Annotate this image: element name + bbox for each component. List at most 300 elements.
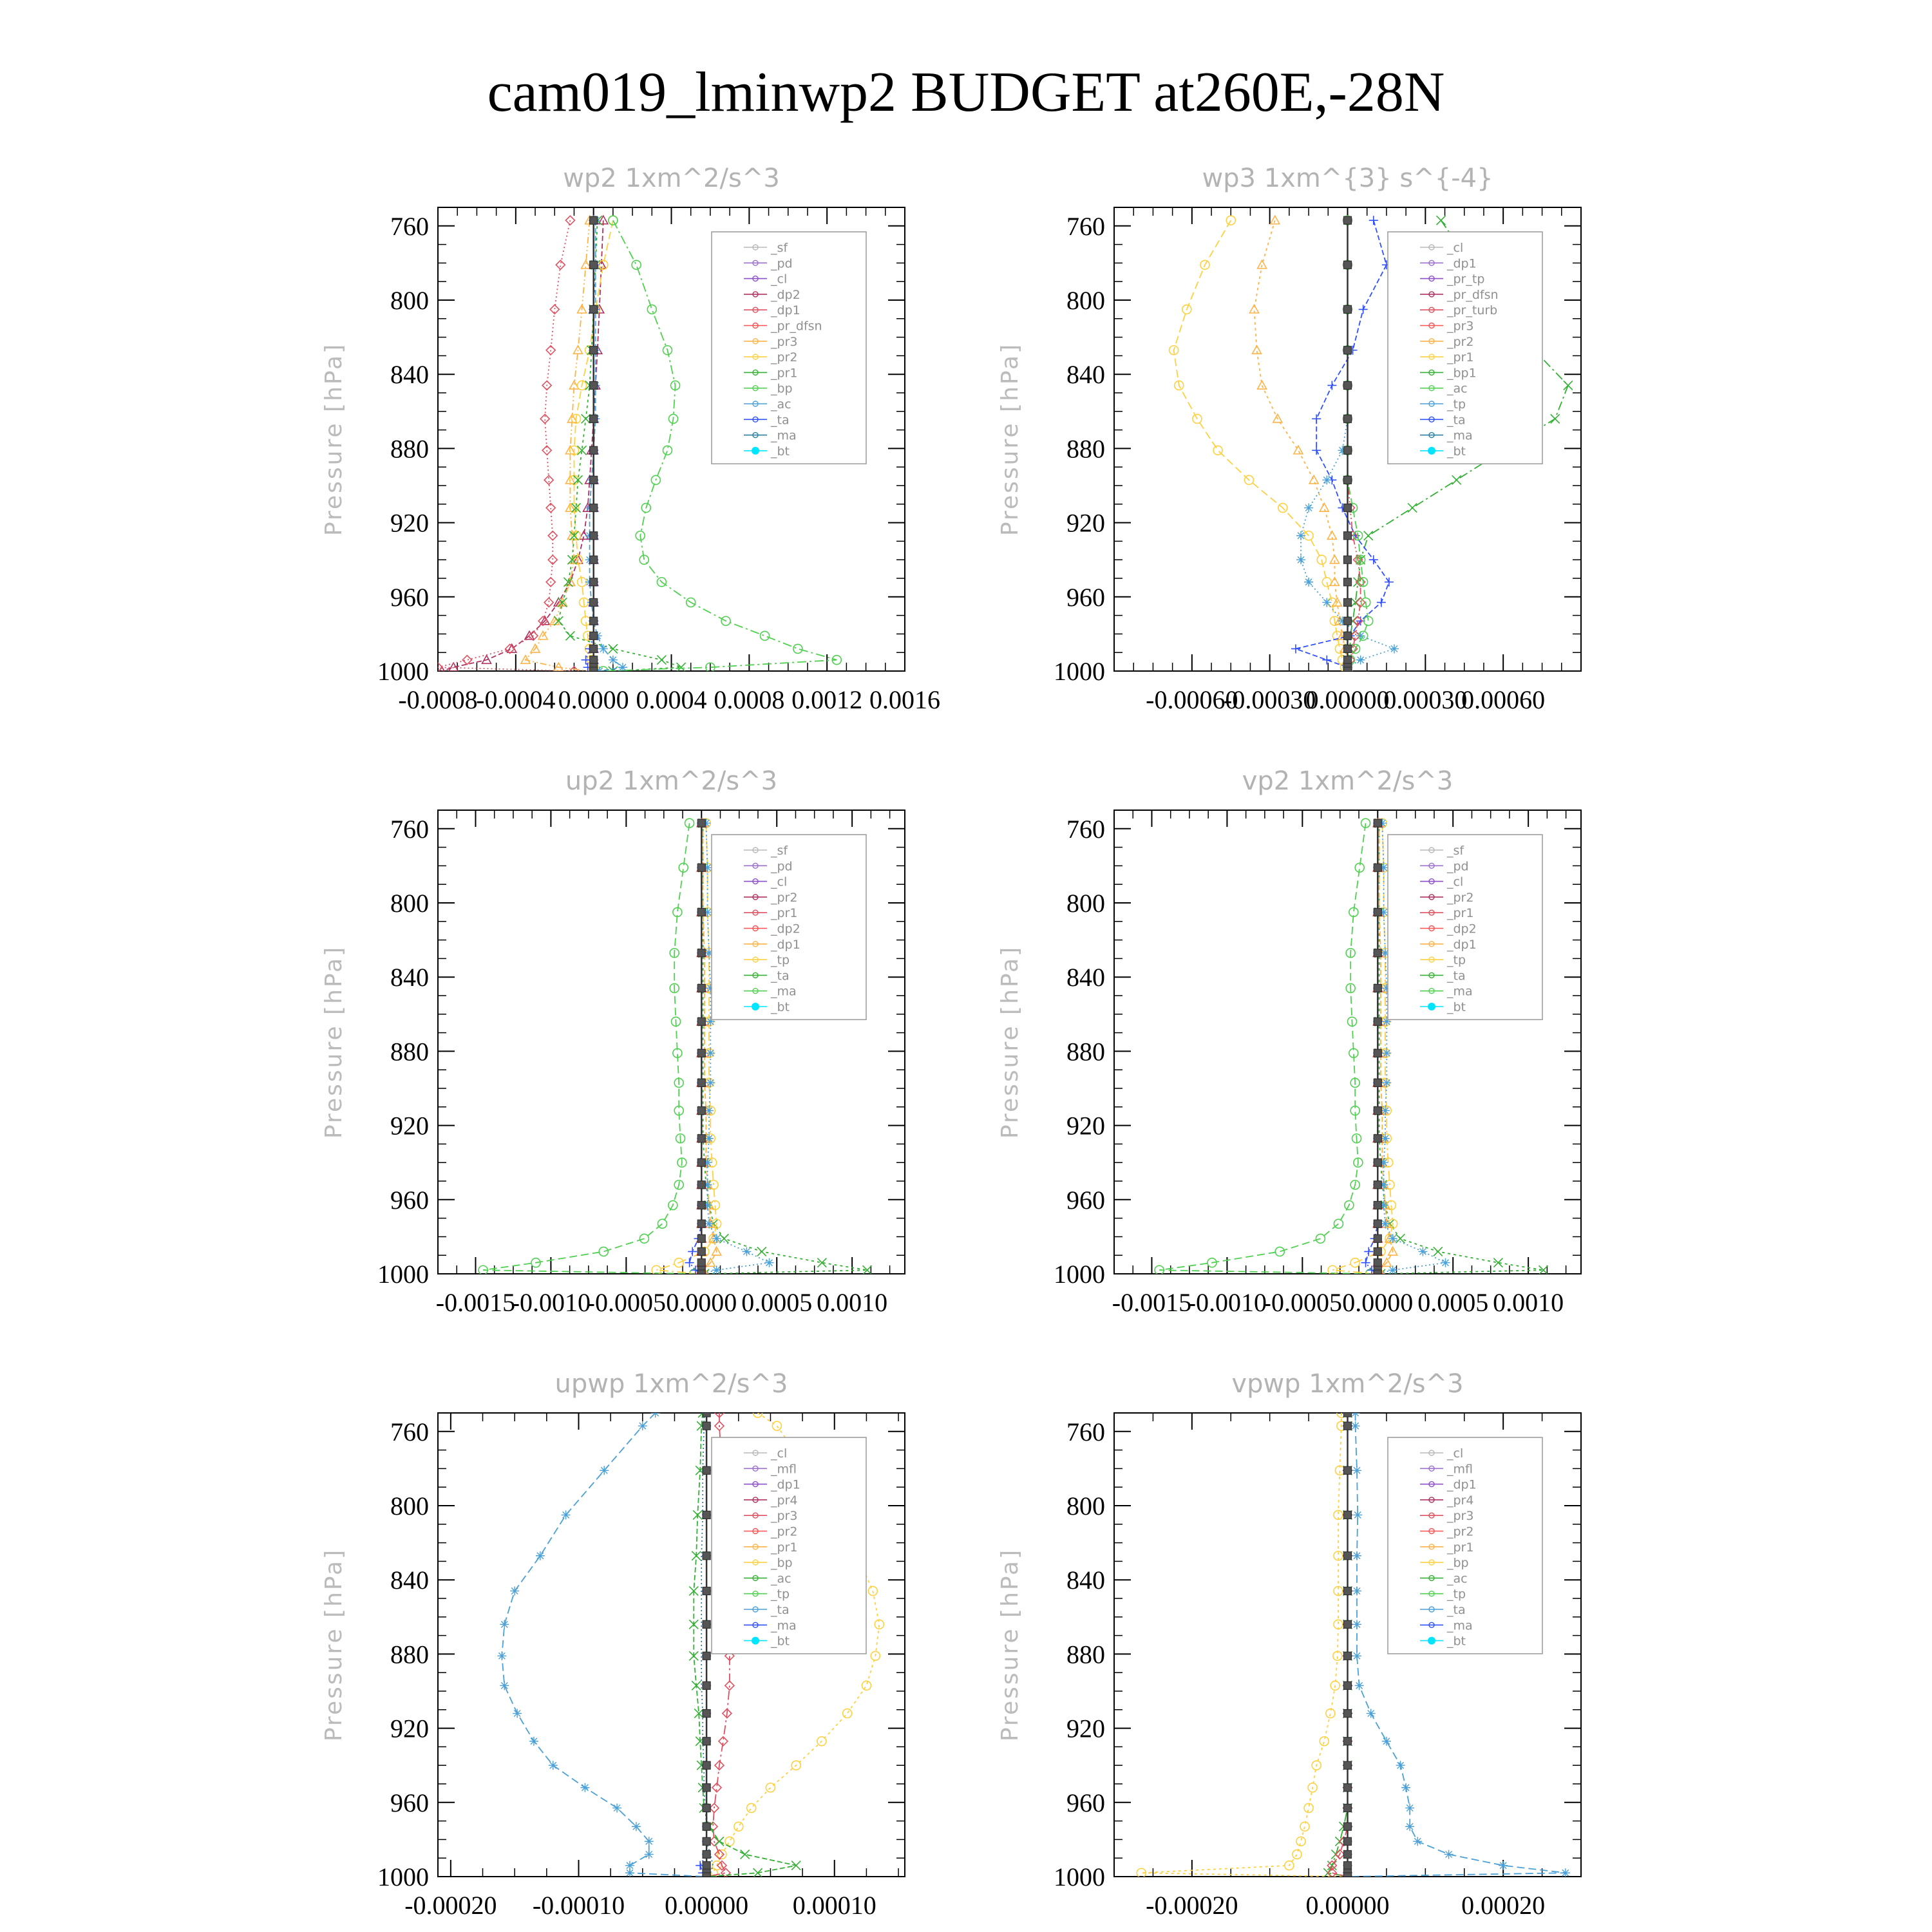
legend-entry: _ta bbox=[771, 969, 790, 983]
data-point bbox=[703, 1552, 710, 1560]
data-point bbox=[1361, 1258, 1370, 1267]
series-pr1 bbox=[1137, 1408, 1352, 1881]
data-point bbox=[562, 1510, 571, 1519]
legend-entry: _pr3 bbox=[771, 334, 798, 349]
data-point bbox=[1388, 1234, 1397, 1243]
data-point bbox=[1390, 644, 1399, 653]
data-point bbox=[1374, 1220, 1381, 1227]
data-point bbox=[1312, 446, 1321, 455]
legend-entry: _ta bbox=[771, 413, 790, 428]
x-tick-label: 0.00030 bbox=[1383, 685, 1468, 714]
series-line bbox=[483, 823, 694, 1274]
data-point bbox=[1344, 504, 1352, 512]
y-tick-label: 800 bbox=[1066, 286, 1105, 315]
data-point bbox=[1374, 984, 1381, 992]
legend-entry: _pr2 bbox=[1447, 1524, 1474, 1539]
data-point bbox=[703, 1620, 710, 1628]
legend-entry: _dp2 bbox=[771, 287, 800, 302]
y-tick-label: 960 bbox=[390, 1788, 429, 1817]
data-point bbox=[1294, 446, 1303, 454]
panels bbox=[321, 164, 1581, 1920]
data-point bbox=[1499, 1861, 1508, 1870]
data-point bbox=[1344, 1837, 1352, 1845]
legend-entry: _bp bbox=[771, 1556, 793, 1571]
data-point bbox=[1564, 381, 1573, 390]
data-point bbox=[703, 1823, 710, 1830]
data-point bbox=[697, 1181, 705, 1189]
data-point bbox=[747, 1803, 756, 1812]
legend-entry: _tp bbox=[771, 1587, 790, 1602]
data-point bbox=[645, 1837, 654, 1846]
series-dp1 bbox=[478, 819, 698, 1278]
y-tick-label: 920 bbox=[1066, 1111, 1105, 1141]
data-point bbox=[1344, 1681, 1352, 1689]
y-tick-label: 880 bbox=[390, 434, 429, 464]
data-point bbox=[1344, 1587, 1352, 1595]
y-tick-label: 800 bbox=[390, 1492, 429, 1520]
legend-entry: _pr4 bbox=[771, 1493, 798, 1508]
legend-entry: _sf bbox=[771, 844, 788, 858]
data-point bbox=[761, 631, 770, 640]
data-point bbox=[1344, 1511, 1352, 1519]
data-point bbox=[697, 1220, 705, 1227]
y-tick-label: 880 bbox=[1066, 1640, 1105, 1669]
legend-entry: _sf bbox=[771, 241, 788, 255]
series-bt bbox=[1344, 216, 1352, 675]
legend-marker bbox=[1428, 1003, 1435, 1010]
data-point bbox=[1369, 216, 1378, 225]
series-pr3 bbox=[521, 216, 594, 674]
legend bbox=[712, 1437, 866, 1654]
y-axis-label: Pressure [hPa] bbox=[997, 945, 1023, 1139]
y-tick-label: 960 bbox=[390, 1185, 429, 1215]
data-point bbox=[1344, 1620, 1352, 1628]
data-point bbox=[1304, 578, 1313, 587]
y-axis-label: Pressure [hPa] bbox=[321, 342, 347, 536]
legend-entry: _pd bbox=[771, 256, 793, 271]
data-point bbox=[697, 1259, 705, 1267]
data-point bbox=[697, 1201, 705, 1209]
data-point bbox=[697, 1159, 705, 1166]
data-point bbox=[1359, 305, 1368, 314]
legend-entry: _pd bbox=[771, 859, 793, 874]
panel-title: up2 1xm^2/s^3 bbox=[565, 766, 778, 796]
legend-entry: _dp1 bbox=[771, 937, 800, 952]
data-point bbox=[590, 656, 598, 664]
data-point bbox=[1291, 644, 1300, 653]
x-tick-label: -0.00010 bbox=[532, 1891, 625, 1920]
data-point bbox=[1344, 446, 1352, 454]
data-point bbox=[1452, 475, 1461, 484]
data-point bbox=[1296, 531, 1305, 540]
data-point bbox=[1304, 1803, 1313, 1812]
data-point bbox=[1344, 1422, 1352, 1430]
y-tick-label: 760 bbox=[1066, 1417, 1105, 1446]
data-point bbox=[1344, 667, 1352, 675]
data-point bbox=[1344, 532, 1352, 540]
y-tick-label: 880 bbox=[390, 1640, 429, 1669]
data-point bbox=[1405, 1822, 1414, 1831]
data-point bbox=[1344, 1823, 1352, 1830]
legend-entry: _bp1 bbox=[1447, 366, 1477, 381]
data-point bbox=[497, 1651, 506, 1660]
legend-entry: _pr3 bbox=[1447, 1509, 1474, 1524]
y-tick-label: 800 bbox=[1066, 889, 1105, 918]
data-point bbox=[1352, 1466, 1361, 1475]
legend-entry: _pr3 bbox=[771, 1509, 798, 1524]
legend-entry: _pr_turb bbox=[1447, 303, 1498, 318]
legend-entry: _ma bbox=[771, 1618, 797, 1633]
data-point bbox=[590, 216, 598, 224]
x-tick-label: -0.00020 bbox=[404, 1891, 497, 1920]
data-point bbox=[1364, 531, 1373, 540]
data-point bbox=[1405, 1803, 1414, 1812]
data-point bbox=[1344, 1652, 1352, 1660]
data-point bbox=[703, 1466, 710, 1474]
legend-entry: _pr1 bbox=[1447, 906, 1474, 921]
data-point bbox=[529, 1737, 538, 1746]
x-tick-label: -0.0010 bbox=[1187, 1288, 1267, 1317]
data-point bbox=[1437, 216, 1446, 225]
data-point bbox=[590, 261, 598, 269]
legend-marker bbox=[1428, 1637, 1435, 1645]
legend-entry: _ma bbox=[1447, 1618, 1473, 1633]
data-point bbox=[1444, 1850, 1454, 1859]
page-title: cam019_lminwp2 BUDGET at260E,-28N bbox=[487, 61, 1445, 124]
data-point bbox=[590, 598, 598, 606]
data-point bbox=[697, 1107, 705, 1115]
y-tick-label: 760 bbox=[390, 211, 429, 241]
data-point bbox=[703, 1804, 710, 1812]
legend-entry: _sf bbox=[1447, 844, 1464, 858]
series-line bbox=[1141, 1413, 1347, 1877]
data-point bbox=[590, 667, 598, 675]
data-point bbox=[1353, 1510, 1362, 1519]
legend-entry: _cl bbox=[1447, 1446, 1464, 1461]
data-point bbox=[590, 476, 598, 484]
chart-panel-1 bbox=[321, 164, 940, 714]
panel-title: wp2 1xm^2/s^3 bbox=[563, 164, 780, 193]
data-point bbox=[1213, 446, 1222, 455]
data-point bbox=[590, 446, 598, 454]
y-tick-label: 840 bbox=[390, 963, 429, 992]
series-line bbox=[558, 220, 681, 671]
data-point bbox=[1344, 1850, 1352, 1858]
data-point bbox=[500, 1681, 509, 1690]
series-bt bbox=[590, 216, 598, 675]
data-point bbox=[1344, 1761, 1352, 1769]
legend-entry: _bt bbox=[1447, 1634, 1466, 1649]
x-tick-label: 0.00000 bbox=[665, 1891, 749, 1920]
x-tick-label: 0.00010 bbox=[792, 1891, 876, 1920]
x-tick-label: 0.0008 bbox=[714, 685, 785, 714]
legend-entry: _ma bbox=[1447, 984, 1473, 999]
data-point bbox=[793, 644, 802, 653]
data-point bbox=[1374, 1235, 1381, 1242]
data-point bbox=[612, 1803, 621, 1812]
legend-entry: _pr2 bbox=[771, 890, 798, 905]
data-point bbox=[1344, 578, 1352, 586]
series-dp2 bbox=[437, 216, 608, 674]
y-tick-label: 920 bbox=[390, 1111, 429, 1141]
legend-entry: _ac bbox=[1447, 1571, 1468, 1586]
data-point bbox=[1296, 555, 1305, 564]
data-point bbox=[1382, 1078, 1391, 1087]
data-point bbox=[1344, 1784, 1352, 1792]
data-point bbox=[1441, 1258, 1450, 1267]
legend bbox=[1388, 232, 1542, 464]
data-point bbox=[1374, 1107, 1381, 1115]
data-point bbox=[712, 1234, 721, 1243]
data-point bbox=[590, 617, 598, 625]
legend-entry: _cl bbox=[1447, 875, 1464, 889]
data-point bbox=[765, 1258, 774, 1267]
legend-entry: _ac bbox=[771, 1571, 791, 1586]
data-point bbox=[590, 578, 598, 586]
data-point bbox=[500, 1620, 509, 1629]
legend-entry: _pr1 bbox=[771, 906, 798, 921]
panel-title: vp2 1xm^2/s^3 bbox=[1242, 766, 1454, 796]
legend-entry: _tp bbox=[1447, 953, 1466, 968]
legend-marker bbox=[1428, 447, 1435, 455]
legend bbox=[712, 835, 866, 1019]
data-point bbox=[1322, 598, 1331, 607]
data-point bbox=[565, 216, 574, 225]
data-point bbox=[1344, 381, 1352, 389]
data-point bbox=[1344, 1466, 1352, 1474]
y-tick-label: 920 bbox=[1066, 508, 1105, 538]
legend-entry: _pr2 bbox=[1447, 334, 1474, 349]
data-point bbox=[1300, 1822, 1309, 1831]
data-point bbox=[544, 475, 553, 484]
legend-entry: _pr2 bbox=[1447, 890, 1474, 905]
data-point bbox=[1304, 504, 1313, 513]
y-axis-label: Pressure [hPa] bbox=[997, 1548, 1023, 1742]
data-point bbox=[1374, 1201, 1381, 1209]
data-point bbox=[734, 1822, 743, 1831]
legend-entry: _bp bbox=[771, 381, 793, 396]
series-dp1 bbox=[433, 216, 578, 676]
y-tick-label: 880 bbox=[390, 1037, 429, 1066]
legend-entry: _dp1 bbox=[771, 303, 800, 318]
x-tick-label: 0.0004 bbox=[636, 685, 707, 714]
data-point bbox=[1413, 1837, 1422, 1846]
legend-marker bbox=[752, 1003, 759, 1010]
legend-entry: _cl bbox=[1447, 241, 1464, 255]
data-point bbox=[703, 1511, 710, 1519]
x-tick-label: -0.0005 bbox=[1262, 1288, 1343, 1317]
data-point bbox=[663, 446, 672, 455]
y-tick-label: 840 bbox=[1066, 1566, 1105, 1595]
legend-entry: _ta bbox=[771, 1603, 790, 1617]
legend-entry: _dp1 bbox=[1447, 937, 1477, 952]
y-tick-label: 760 bbox=[1066, 814, 1105, 844]
legend-entry: _pr4 bbox=[1447, 1493, 1474, 1508]
data-point bbox=[1344, 1552, 1352, 1560]
data-point bbox=[1356, 656, 1365, 665]
series-line bbox=[1296, 220, 1389, 671]
data-point bbox=[697, 1135, 705, 1142]
data-point bbox=[697, 908, 705, 916]
data-point bbox=[697, 984, 705, 992]
legend-entry: _tp bbox=[1447, 397, 1466, 412]
x-tick-label: 0.0000 bbox=[558, 685, 629, 714]
data-point bbox=[549, 1761, 558, 1770]
y-tick-label: 880 bbox=[1066, 1037, 1105, 1066]
data-point bbox=[1374, 1181, 1381, 1189]
x-tick-label: 0.0000 bbox=[1342, 1288, 1414, 1317]
legend-entry: _ta bbox=[1447, 413, 1466, 428]
data-point bbox=[632, 260, 641, 269]
data-point bbox=[843, 1709, 852, 1718]
data-point bbox=[703, 1873, 710, 1880]
legend-entry: _ma bbox=[771, 428, 797, 443]
data-point bbox=[1374, 1018, 1381, 1025]
x-tick-label: -0.0008 bbox=[398, 685, 478, 714]
y-tick-label: 760 bbox=[390, 1417, 429, 1446]
legend-entry: _dp2 bbox=[771, 922, 800, 936]
x-tick-label: -0.0015 bbox=[1112, 1288, 1192, 1317]
data-point bbox=[510, 1586, 519, 1595]
data-point bbox=[657, 656, 666, 665]
data-point bbox=[1320, 1737, 1329, 1746]
data-point bbox=[580, 1783, 589, 1792]
x-tick-label: 0.0010 bbox=[1493, 1288, 1564, 1317]
y-tick-label: 760 bbox=[390, 814, 429, 844]
data-point bbox=[1334, 1219, 1343, 1228]
legend-entry: _pr_dfsn bbox=[771, 319, 822, 334]
chart-panel-6 bbox=[997, 1369, 1581, 1920]
y-tick-label: 800 bbox=[390, 286, 429, 315]
data-point bbox=[590, 381, 598, 389]
data-point bbox=[618, 663, 627, 672]
y-tick-label: 960 bbox=[390, 582, 429, 612]
x-tick-label: 0.00060 bbox=[1461, 685, 1546, 714]
data-point bbox=[706, 1078, 715, 1087]
data-point bbox=[1396, 1761, 1405, 1770]
y-tick-label: 920 bbox=[390, 508, 429, 538]
series-bt bbox=[1344, 1409, 1352, 1880]
data-point bbox=[1401, 1783, 1410, 1792]
x-tick-label: -0.0004 bbox=[476, 685, 556, 714]
legend-entry: _dp1 bbox=[1447, 1477, 1477, 1492]
data-point bbox=[1322, 475, 1331, 484]
legend-entry: _dp1 bbox=[1447, 256, 1477, 271]
data-point bbox=[1344, 1738, 1352, 1745]
data-point bbox=[1364, 1247, 1373, 1256]
data-point bbox=[1551, 414, 1560, 423]
data-point bbox=[1374, 1079, 1381, 1086]
legend-entry: _pr2 bbox=[771, 350, 798, 365]
data-point bbox=[1561, 1868, 1570, 1877]
legend bbox=[1388, 1437, 1542, 1654]
y-tick-label: 1000 bbox=[377, 1862, 429, 1891]
data-point bbox=[1296, 1837, 1305, 1846]
x-tick-label: 0.0000 bbox=[666, 1288, 737, 1317]
y-tick-label: 1000 bbox=[1054, 1260, 1105, 1289]
panel-title: wp3 1xm^{3} s^{-4} bbox=[1202, 164, 1493, 193]
data-point bbox=[703, 1761, 710, 1769]
x-tick-label: 0.0005 bbox=[741, 1288, 813, 1317]
data-point bbox=[703, 1587, 710, 1595]
data-point bbox=[697, 1049, 705, 1057]
data-point bbox=[590, 346, 598, 354]
x-tick-label: -0.00060 bbox=[1146, 685, 1238, 714]
x-tick-label: 0.00000 bbox=[1305, 1891, 1390, 1920]
data-point bbox=[1344, 476, 1352, 484]
data-point bbox=[1271, 216, 1280, 224]
series-line bbox=[1159, 823, 1370, 1274]
data-point bbox=[703, 1784, 710, 1792]
data-point bbox=[1374, 819, 1381, 827]
x-tick-label: 0.0016 bbox=[869, 685, 940, 714]
legend-entry: _bp bbox=[1447, 1556, 1469, 1571]
data-point bbox=[703, 1422, 710, 1430]
data-point bbox=[647, 305, 656, 314]
data-point bbox=[1385, 578, 1394, 587]
data-point bbox=[703, 1738, 710, 1745]
data-point bbox=[697, 949, 705, 957]
data-point bbox=[1382, 1737, 1391, 1746]
y-tick-label: 1000 bbox=[377, 657, 429, 686]
legend-entry: _cl bbox=[771, 875, 788, 889]
data-point bbox=[703, 1652, 710, 1660]
data-point bbox=[791, 1861, 800, 1870]
legend-entry: _pr_dfsn bbox=[1447, 287, 1499, 302]
data-point bbox=[1344, 1862, 1352, 1870]
data-point bbox=[609, 216, 618, 225]
series-line bbox=[1174, 220, 1348, 671]
data-point bbox=[1408, 504, 1417, 513]
data-point bbox=[632, 1822, 641, 1831]
data-point bbox=[1344, 346, 1352, 354]
legend-entry: _cl bbox=[771, 272, 788, 287]
data-point bbox=[1275, 1247, 1284, 1256]
data-point bbox=[1344, 632, 1352, 639]
y-axis-label: Pressure [hPa] bbox=[321, 945, 347, 1139]
data-point bbox=[1322, 656, 1331, 665]
legend-entry: _ta bbox=[1447, 1603, 1466, 1617]
data-point bbox=[1344, 305, 1352, 313]
legend-entry: _pr1 bbox=[1447, 1540, 1474, 1555]
data-point bbox=[1374, 1270, 1381, 1278]
y-tick-label: 840 bbox=[1066, 963, 1105, 992]
legend-entry: _pr_tp bbox=[1447, 272, 1485, 287]
data-point bbox=[599, 1247, 608, 1256]
legend-entry: _tp bbox=[1447, 1587, 1466, 1602]
data-point bbox=[1344, 1710, 1352, 1718]
legend-entry: _ma bbox=[1447, 428, 1473, 443]
series-tp bbox=[497, 1408, 711, 1881]
data-point bbox=[513, 1709, 522, 1718]
data-point bbox=[757, 1247, 766, 1256]
series-pr1 bbox=[652, 819, 721, 1278]
x-tick-label: -0.0005 bbox=[586, 1288, 667, 1317]
data-point bbox=[689, 1620, 698, 1629]
y-tick-label: 880 bbox=[1066, 434, 1105, 464]
data-point bbox=[1344, 261, 1352, 269]
data-point bbox=[1374, 1159, 1381, 1166]
data-point bbox=[1382, 1048, 1391, 1057]
series-line bbox=[502, 1413, 706, 1877]
data-point bbox=[772, 1421, 781, 1430]
data-point bbox=[1374, 1049, 1381, 1057]
data-point bbox=[1327, 381, 1336, 390]
data-point bbox=[697, 1270, 705, 1278]
data-point bbox=[544, 598, 553, 607]
data-point bbox=[1352, 1551, 1361, 1560]
legend-entry: _pr1 bbox=[771, 366, 798, 381]
